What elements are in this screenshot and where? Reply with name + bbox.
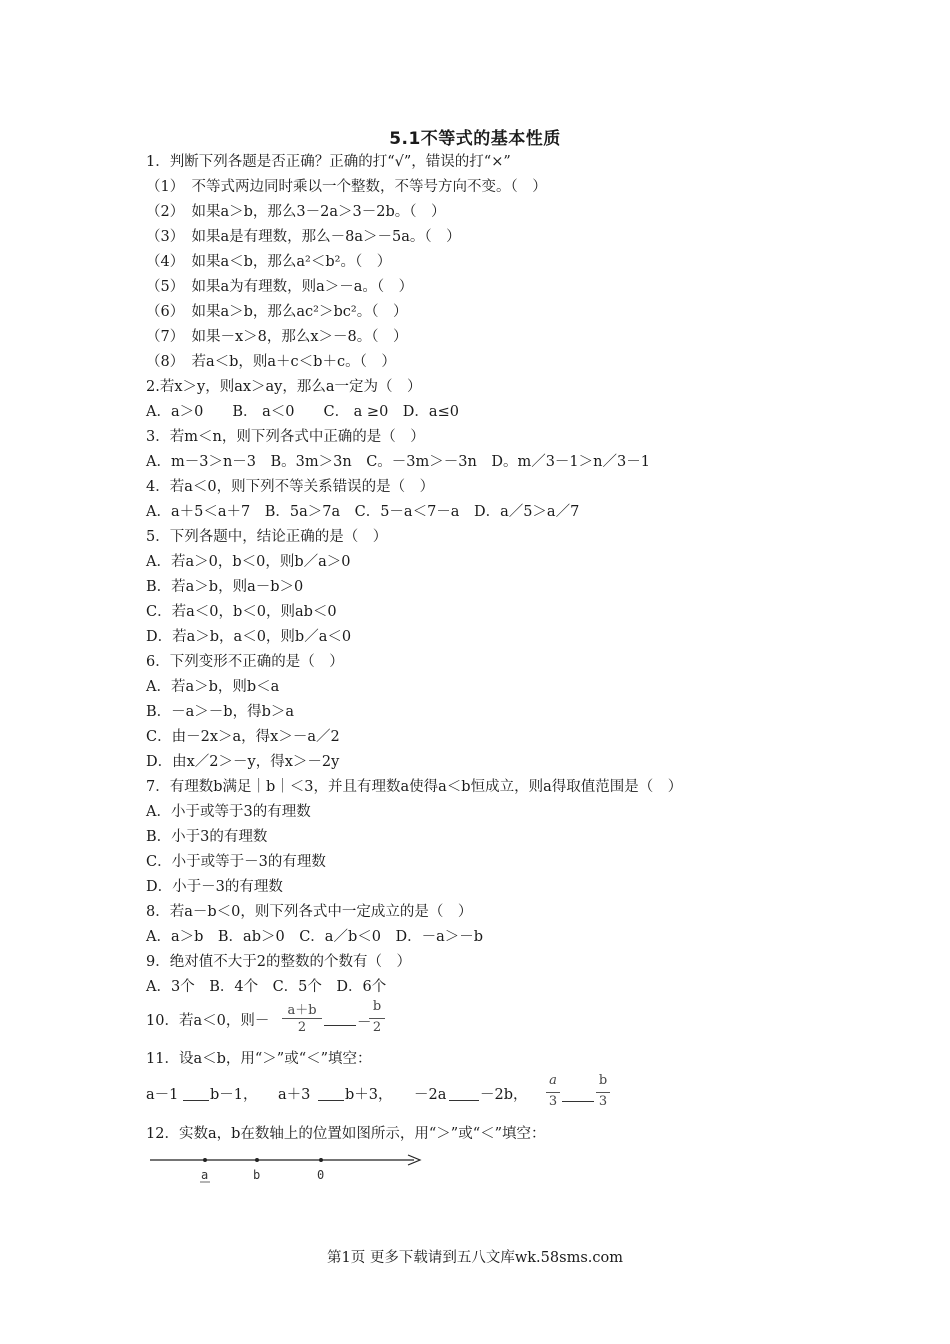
question-10-answer-blank[interactable] <box>324 1025 356 1026</box>
question-9-options: A．3个 B．4个 C．5个 D．6个 <box>146 979 387 995</box>
fraction-bar <box>369 1018 385 1019</box>
page-footer: 第1页 更多下载请到五八文库wk.58sms.com <box>327 1250 623 1266</box>
question-7-option-d: D．小于－3的有理数 <box>146 879 283 895</box>
question-6-stem: 6．下列变形不正确的是（ ） <box>146 654 344 670</box>
fraction-bar <box>596 1092 610 1093</box>
question-9-stem: 9．绝对值不大于2的整数的个数有（ ） <box>146 954 411 970</box>
question-7-stem: 7．有理数b满足｜b｜＜3，并且有理数a使得a＜b恒成立，则a得取值范围是（ ） <box>146 779 683 795</box>
question-3-options: A．m－3＞n－3 B。3m＞3n C。－3m＞－3n D。m／3－1＞n／3－1 <box>146 454 650 470</box>
question-5-option-a: A．若a＞0，b＜0，则b／a＞0 <box>146 554 351 570</box>
question-10-prefix: 10．若a＜0，则－ <box>146 1013 270 1029</box>
question-8-stem: 8．若a－b＜0，则下列各式中一定成立的是（ ） <box>146 904 473 920</box>
question-11-part-2-right: b＋3， <box>345 1087 393 1103</box>
question-1-item-2: （2） 如果a＞b，那么3－2a＞3－2b。（ ） <box>146 204 446 220</box>
point-b-marker <box>255 1158 259 1162</box>
number-line-figure <box>140 1148 430 1188</box>
question-2-stem: 2.若x＞y，则ax＞ay，那么a一定为（ ） <box>146 379 422 395</box>
point-a-label: a <box>201 1168 209 1182</box>
point-zero-label: 0 <box>317 1168 325 1182</box>
question-10-minus: － <box>357 1015 372 1031</box>
question-1-item-7: （7） 如果－x＞8，那么x＞－8。（ ） <box>146 329 408 345</box>
fraction-bar <box>546 1092 560 1093</box>
question-1-item-3: （3） 如果a是有理数，那么－8a＞－5a。（ ） <box>146 229 461 245</box>
question-10-fraction-1 <box>282 999 322 1038</box>
question-11-blank-4[interactable] <box>562 1101 594 1102</box>
question-4-options: A．a＋5＜a＋7 B．5a＞7a C．5－a＜7－a D．a／5＞a／7 <box>146 504 580 520</box>
fraction-numerator: a＋b <box>287 1003 317 1018</box>
question-7-option-c: C．小于或等于－3的有理数 <box>146 854 326 870</box>
question-11-part-3-left: －2a <box>414 1087 447 1103</box>
question-11-part-1-right: b－1， <box>210 1087 258 1103</box>
question-1-item-8: （8） 若a＜b，则a＋c＜b＋c。（ ） <box>146 354 396 370</box>
point-zero-marker <box>319 1158 323 1162</box>
question-11-part-1-left: a－1 <box>146 1087 179 1103</box>
fraction-denominator: 2 <box>372 1020 382 1035</box>
question-6-option-c: C．由－2x＞a，得x＞－a／2 <box>146 729 340 745</box>
question-1-stem: 1．判断下列各题是否正确？正确的打“√”，错误的打“×” <box>146 154 511 170</box>
question-6-option-b: B．－a＞－b，得b＞a <box>146 704 295 720</box>
question-11-blank-1[interactable] <box>183 1100 209 1101</box>
question-11-part-2-left: a＋3 <box>278 1087 311 1103</box>
question-11-fraction-b <box>596 1073 610 1112</box>
question-3-stem: 3．若m＜n，则下列各式中正确的是（ ） <box>146 429 425 445</box>
fraction-denominator: 3 <box>548 1094 558 1109</box>
question-1-item-1: （1） 不等式两边同时乘以一个整数，不等号方向不变。（ ） <box>146 179 547 195</box>
question-1-item-6: （6） 如果a＞b，那么ac²＞bc²。（ ） <box>146 304 408 320</box>
question-4-stem: 4．若a＜0，则下列不等关系错误的是（ ） <box>146 479 435 495</box>
question-11-part-3-right: －2b， <box>480 1087 528 1103</box>
question-6-option-d: D．由x／2＞－y，得x＞－2y <box>146 754 340 770</box>
question-5-option-b: B．若a＞b，则a－b＞0 <box>146 579 304 595</box>
question-5-stem: 5．下列各题中，结论正确的是（ ） <box>146 529 388 545</box>
fraction-denominator: 3 <box>598 1094 608 1109</box>
fraction-numerator: b <box>598 1073 608 1088</box>
question-7-option-b: B．小于3的有理数 <box>146 829 268 845</box>
question-10-fraction-2 <box>369 999 385 1038</box>
question-5-option-c: C．若a＜0，b＜0，则ab＜0 <box>146 604 337 620</box>
fraction-bar <box>282 1018 322 1019</box>
question-5-option-d: D．若a＞b，a＜0，则b／a＜0 <box>146 629 352 645</box>
question-11-stem: 11．设a＜b，用“＞”或“＜”填空： <box>146 1051 372 1067</box>
question-11-blank-2[interactable] <box>318 1100 344 1101</box>
point-b-label: b <box>253 1168 261 1182</box>
question-2-options: A．a＞0 B． a＜0 C． a ≥0 D．a≤0 <box>146 404 459 420</box>
question-12-stem: 12．实数a，b在数轴上的位置如图所示，用“＞”或“＜”填空： <box>146 1126 546 1142</box>
fraction-numerator: a <box>549 1073 557 1088</box>
fraction-denominator: 2 <box>297 1020 307 1035</box>
fraction-numerator: b <box>372 999 382 1014</box>
point-a-marker <box>203 1158 207 1162</box>
question-6-option-a: A．若a＞b，则b＜a <box>146 679 280 695</box>
question-8-options: A．a＞b B．ab＞0 C．a／b＜0 D．－a＞－b <box>146 929 484 945</box>
page-title: 5.1不等式的基本性质 <box>389 129 561 149</box>
question-11-blank-3[interactable] <box>449 1100 479 1101</box>
question-1-item-4: （4） 如果a＜b，那么a²＜b²。（ ） <box>146 254 392 270</box>
question-11-fraction-a <box>546 1073 560 1112</box>
question-1-item-5: （5） 如果a为有理数，则a＞－a。（ ） <box>146 279 414 295</box>
question-7-option-a: A．小于或等于3的有理数 <box>146 804 311 820</box>
